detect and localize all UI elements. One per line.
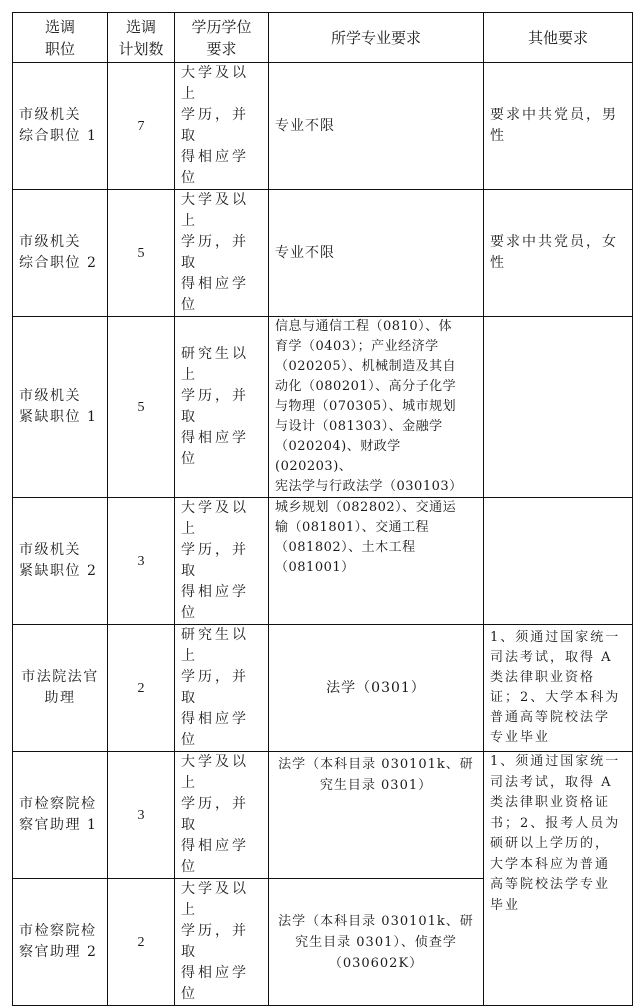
major-cell: 法学（0301） xyxy=(269,625,484,752)
education-cell: 大学及以上 学历，并取 得相应学位 xyxy=(175,879,269,1006)
education-cell: 研究生以上 学历，并取 得相应学位 xyxy=(175,625,269,752)
education-cell: 大学及以上 学历，并取 得相应学位 xyxy=(175,63,269,190)
education-cell: 研究生以上 学历，并取 得相应学位 xyxy=(175,317,269,498)
count-cell: 3 xyxy=(108,752,175,879)
table-row xyxy=(13,63,633,190)
major-cell: 法学（本科目录 030101k、研 究生目录 0301） xyxy=(269,752,484,879)
table-row xyxy=(13,498,633,625)
position-cell: 市检察院检 察官助理 2 xyxy=(13,879,108,1006)
other-cell xyxy=(484,498,633,625)
major-cell: 专业不限 xyxy=(269,63,484,190)
education-cell: 大学及以上 学历，并取 得相应学位 xyxy=(175,498,269,625)
other-cell: 要求中共党员，男 性 xyxy=(484,63,633,190)
position-cell: 市检察院检 察官助理 1 xyxy=(13,752,108,879)
table-row xyxy=(13,625,633,752)
table-row xyxy=(13,190,633,317)
recruitment-table xyxy=(12,12,633,1006)
position-cell: 市级机关 综合职位 2 xyxy=(13,190,108,317)
major-cell: 信息与通信工程（0810）、体 育学（0403）；产业经济学 （020205）、机械制造及其自 动化（080201）、高分子化学 与物理（070305）、城市规划 与设计（081303）、金融学 （020204)、财政学(020203)、 宪法学与行政法学（030103） xyxy=(269,317,484,498)
position-cell: 市级机关 紧缺职位 1 xyxy=(13,317,108,498)
count-cell: 7 xyxy=(108,63,175,190)
major-cell: 法学（本科目录 030101k、研 究生目录 0301）、侦查学 （030602K） xyxy=(269,879,484,1006)
header-position: 选调 职位 xyxy=(13,13,108,63)
header-education: 学历学位 要求 xyxy=(175,13,269,63)
major-cell: 城乡规划（082802）、交通运 输（081801）、交通工程 （081802）、土木工程 （081001） xyxy=(269,498,484,625)
position-cell: 市法院法官 助理 xyxy=(13,625,108,752)
header-count: 选调 计划数 xyxy=(108,13,175,63)
table-row xyxy=(13,752,633,879)
header-other: 其他要求 xyxy=(484,13,633,63)
other-cell: 要求中共党员，女 性 xyxy=(484,190,633,317)
header-major: 所学专业要求 xyxy=(269,13,484,63)
position-cell: 市级机关 综合职位 1 xyxy=(13,63,108,190)
header-row xyxy=(13,13,633,63)
other-cell-merged: 1、须通过国家统一 司法考试，取得 A 类法律职业资格证 书；2、报考人员为 硕研以上学历的， 大学本科应为普通 高等院校法学专业 毕业 xyxy=(484,752,633,1006)
education-cell: 大学及以上 学历，并取 得相应学位 xyxy=(175,190,269,317)
position-cell: 市级机关 紧缺职位 2 xyxy=(13,498,108,625)
count-cell: 2 xyxy=(108,879,175,1006)
other-cell: 1、须通过国家统一 司法考试，取得 A 类法律职业资格 证；2、大学本科为 普通高等院校法学 专业毕业 xyxy=(484,625,633,752)
education-cell: 大学及以上 学历，并取 得相应学位 xyxy=(175,752,269,879)
count-cell: 2 xyxy=(108,625,175,752)
count-cell: 3 xyxy=(108,498,175,625)
other-cell xyxy=(484,317,633,498)
major-cell: 专业不限 xyxy=(269,190,484,317)
count-cell: 5 xyxy=(108,190,175,317)
count-cell: 5 xyxy=(108,317,175,498)
table-row xyxy=(13,317,633,498)
